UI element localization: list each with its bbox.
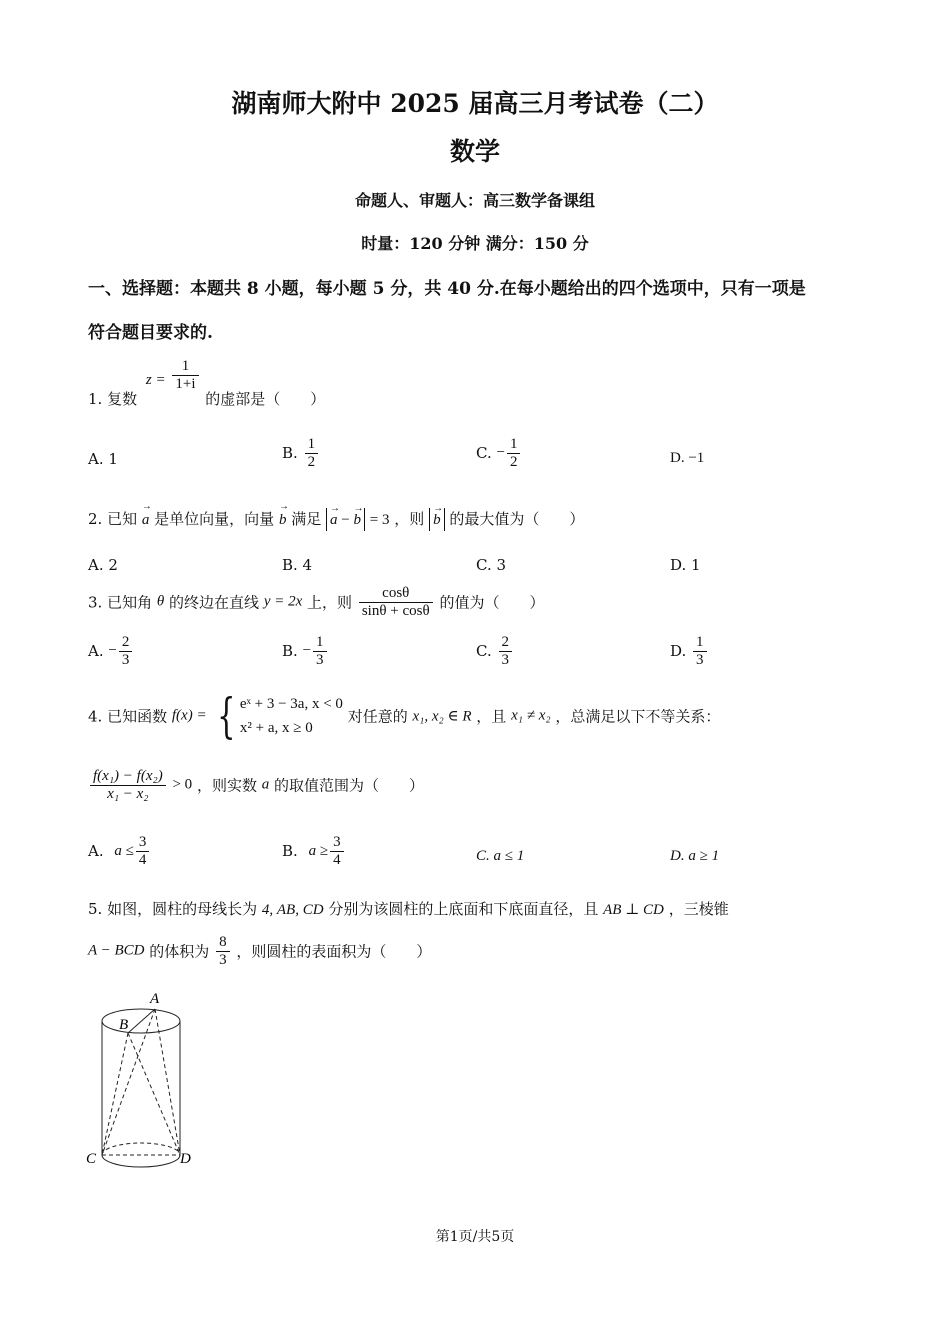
diameter-ab <box>128 1009 155 1033</box>
edge-ac <box>102 1009 155 1155</box>
q1-option-b: B. $\frac{1}{2}$ <box>282 436 320 470</box>
q4-inequality-fraction: $\frac{\text{f(x₁) − f(x₂)}}{\text{x₁ − x₂}}$ <box>90 768 166 802</box>
question-1: 1. 复数 z = $\frac{1}{1+i}$ 的虚部是（ ） <box>88 358 326 408</box>
q3-option-c: C. $\frac{2}{3}$ <box>476 634 514 668</box>
q3-fraction: $\frac{\cos\theta}{\sin\theta + \cos\theta}$ <box>359 585 433 619</box>
time-score-line: 时量：120 分钟 满分：150 分 <box>361 234 589 253</box>
q4-option-a: A. a ≤ $\frac{3}{4}$ <box>88 834 151 868</box>
label-a: A <box>150 991 160 1007</box>
edge-ad <box>155 1009 180 1155</box>
q1-option-a: A. 1 <box>88 450 118 468</box>
q4-option-c: C. a ≤ 1 <box>476 848 525 864</box>
edge-bd <box>128 1033 180 1155</box>
edge-bc <box>102 1033 128 1155</box>
q2-option-c: C. 3 <box>476 556 507 574</box>
exam-title: 湖南师大附中 2025 届高三月考试卷（二） <box>231 89 719 118</box>
label-c: C <box>86 1151 97 1167</box>
q2-option-a: A. 2 <box>88 556 118 574</box>
label-d: D <box>180 1151 191 1167</box>
section-heading-line1: 一、选择题：本题共 8 小题，每小题 5 分，共 40 分.在每小题给出的四个选项中，只有一项是 <box>88 279 806 299</box>
q3-option-a: A. − $\frac{2}{3}$ <box>88 634 134 668</box>
q2-option-d: D. 1 <box>670 556 701 574</box>
cylinder-figure <box>80 985 210 1175</box>
q4-option-d: D. a ≥ 1 <box>670 848 720 864</box>
subject-title: 数学 <box>449 137 500 166</box>
q4-option-b: B. a ≥ $\frac{3}{4}$ <box>282 834 346 868</box>
q3-option-d: D. $\frac{1}{3}$ <box>670 634 709 668</box>
question-2: 2. 已知 → a 是单位向量，向量 → b 满足 → a − → b = 3 ，则 → b 的最大值为（ ） <box>88 508 584 531</box>
question-5: 5. 如图，圆柱的母线长为 4, AB, CD 分别为该圆柱的上底面和下底面直径，且 AB ⊥ CD ，三棱锥 <box>88 900 729 918</box>
q4-piecewise: eˣ + 3 − 3a, x < 0 x² + a, x ≥ 0 <box>239 696 343 736</box>
q1-option-d: D. −1 <box>670 450 705 466</box>
q1-fraction: $\frac{1}{1+i}$ <box>172 358 198 392</box>
question-4-line2: $\frac{\text{f(x₁) − f(x₂)}}{\text{x₁ − x₂}}$ > 0 ，则实数 a 的取值范围为（ ） <box>88 768 424 802</box>
question-5-line2: A − BCD 的体积为 $\frac{8}{3}$ ，则圆柱的表面积为（ ） <box>88 934 432 968</box>
q1-option-c: C. − $\frac{1}{2}$ <box>476 436 522 470</box>
question-3: 3. 已知角 θ 的终边在直线 y = 2x 上，则 $\frac{\cos\theta}{\sin\theta + \cos\theta}$ 的值为（ ） <box>88 585 545 619</box>
q2-option-b: B. 4 <box>282 556 313 574</box>
bottom-base-back <box>102 1143 180 1155</box>
q2-abs-diff: → a − → b <box>326 508 365 531</box>
q4-brace: { <box>217 688 236 744</box>
section-heading-line2: 符合题目要求的. <box>88 323 213 343</box>
bottom-base-front <box>102 1155 180 1167</box>
q3-option-b: B. − $\frac{1}{3}$ <box>282 634 329 668</box>
page-number: 第1页/共5页 <box>435 1229 515 1245</box>
authors-line: 命题人、审题人：高三数学备课组 <box>354 191 595 210</box>
question-4: 4. 已知函数 f(x) = { eˣ + 3 − 3a, x < 0 x² + a, x ≥ 0 对任意的 x₁, x₂ ∈ R ，且 x₁ ≠ x₂ ，总满足以下不等关系： <box>88 688 721 744</box>
label-b: B <box>119 1017 129 1033</box>
